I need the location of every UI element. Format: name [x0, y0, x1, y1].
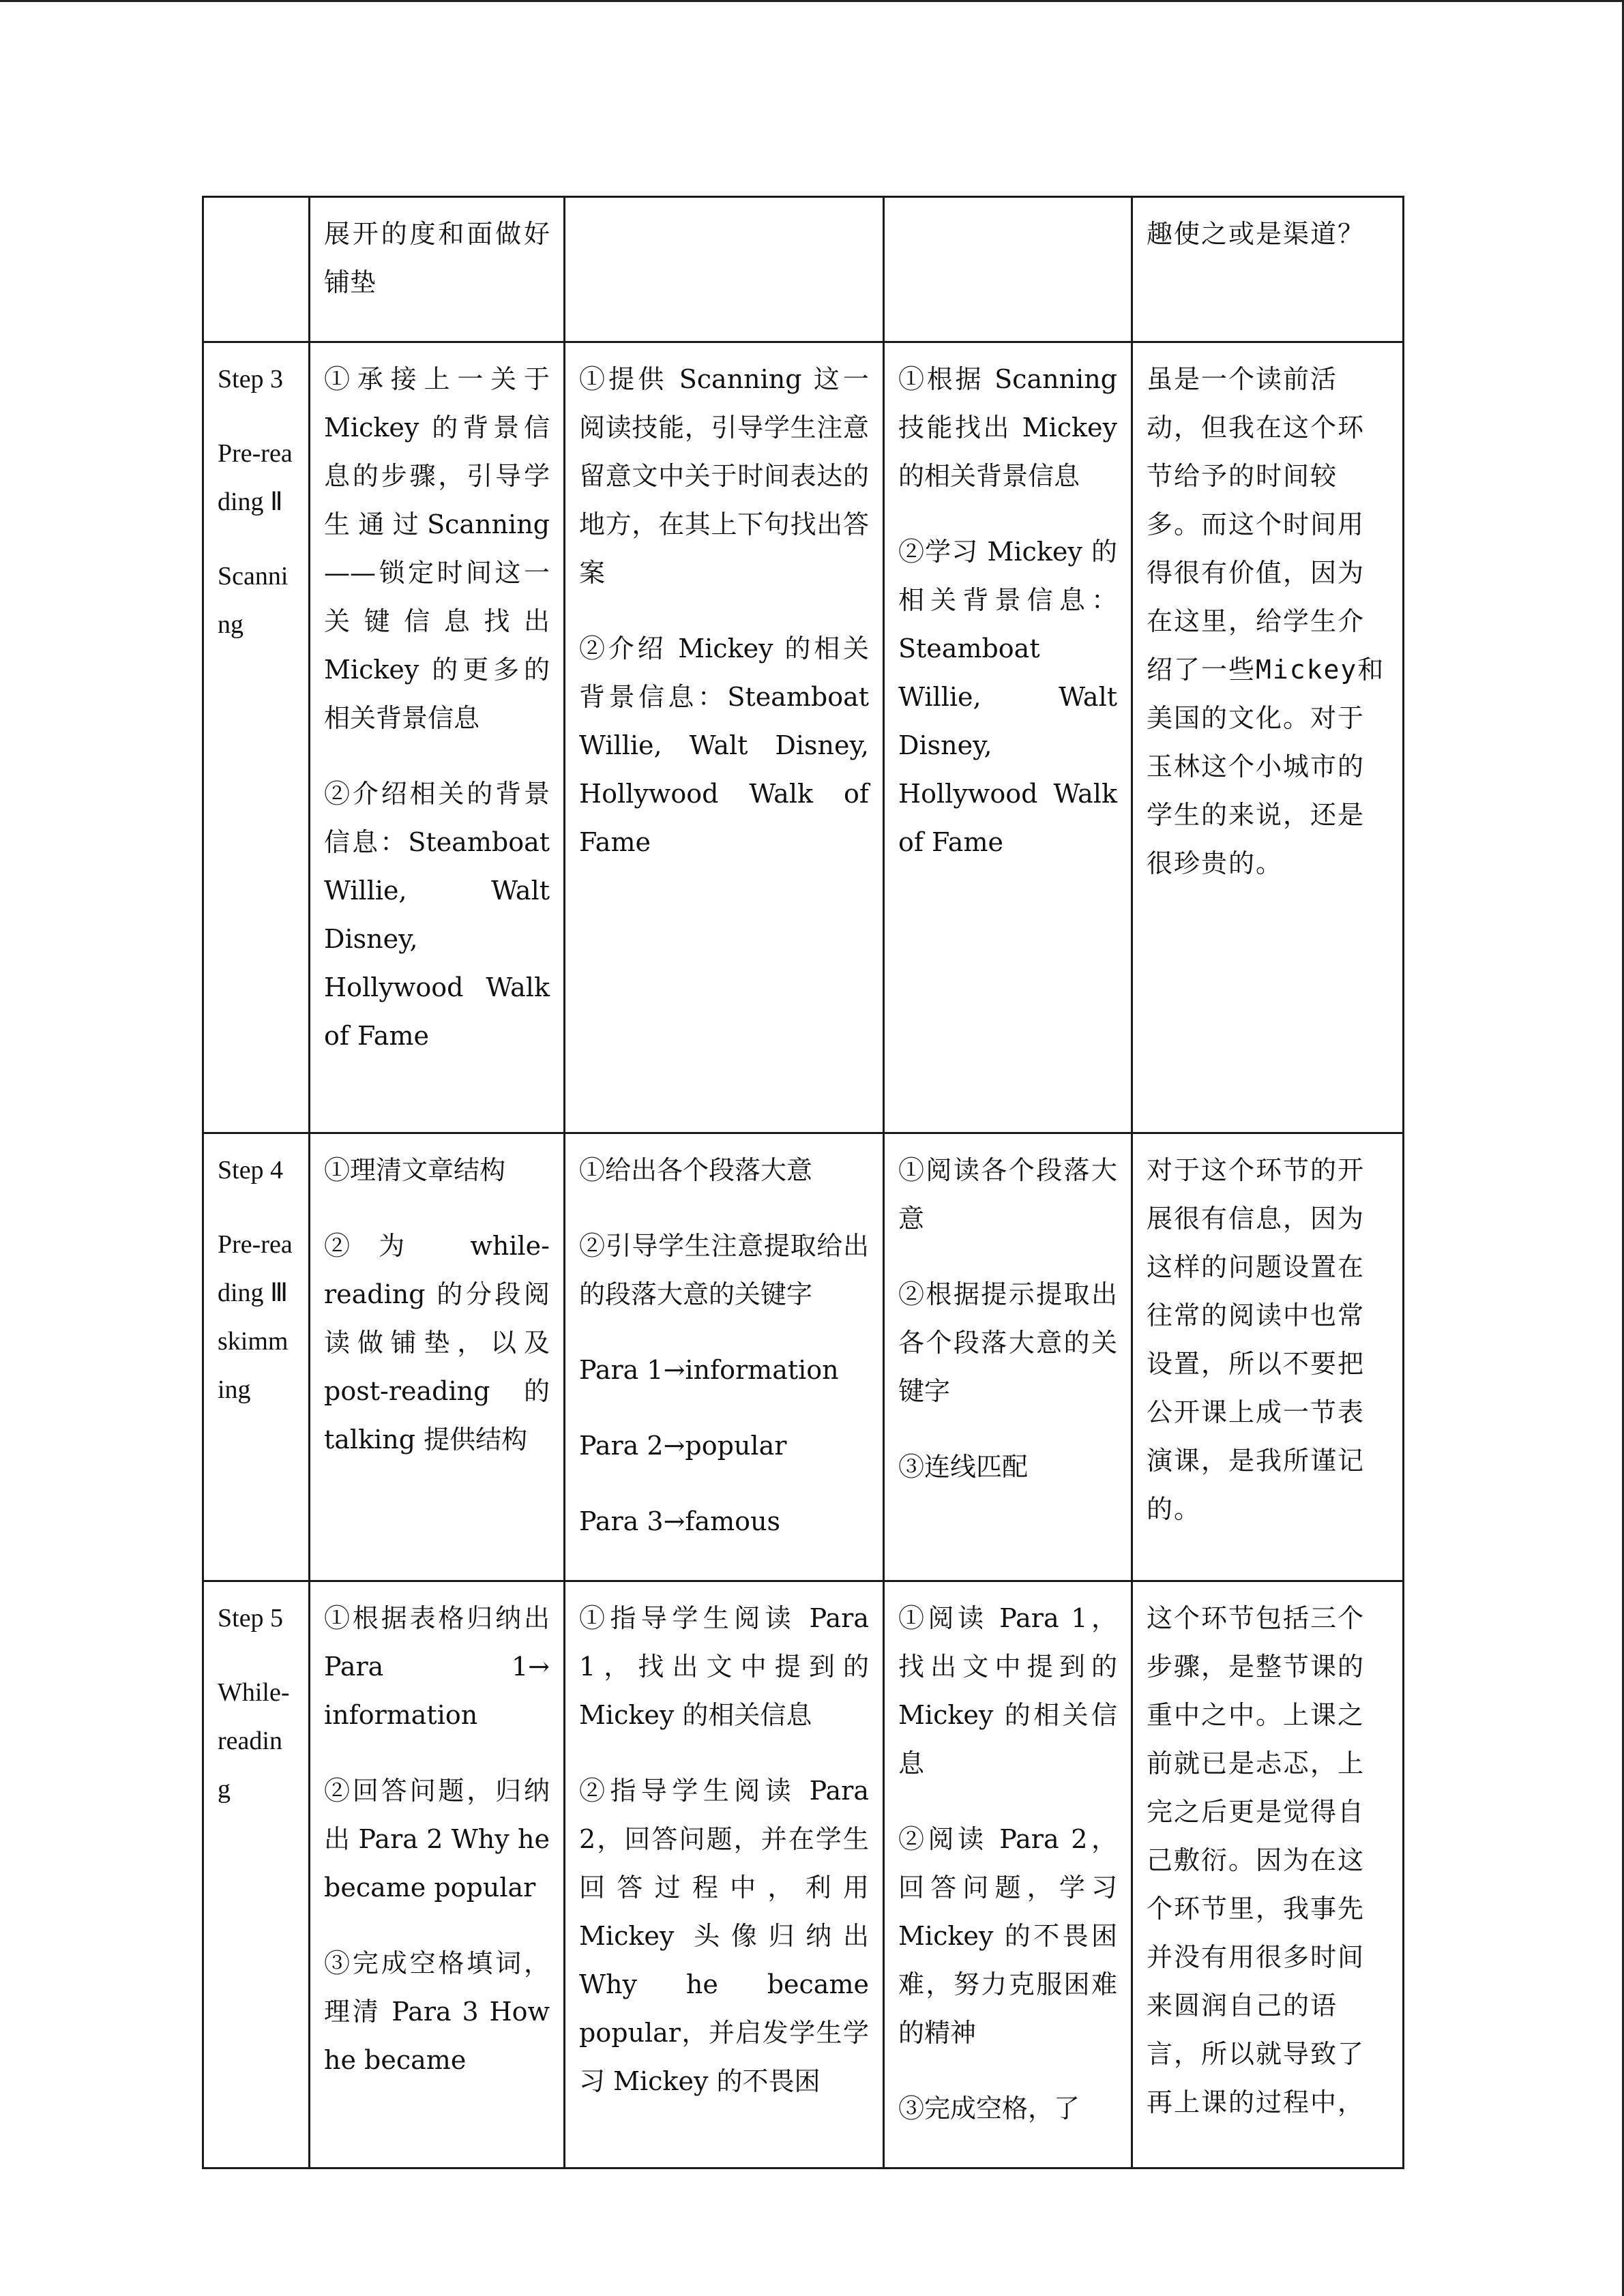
teacher-activity-text: ①给出各个段落大意 [579, 1155, 813, 1185]
student-activity-text: ①根据 Scanning 技能找出 Mickey 的相关背景信息 [898, 364, 1117, 491]
table-row [203, 1133, 1404, 1581]
table-row [203, 1581, 1404, 2168]
step-cell [203, 197, 310, 342]
reflection-cell [1132, 197, 1404, 342]
student-activity-text: ②根据提示提取出各个段落大意的关键字 [898, 1279, 1117, 1406]
page-top-border [0, 0, 1624, 2]
paragraph-keyword: Para 3→famous [579, 1506, 781, 1536]
student-activity-text: ③完成空格，了 [898, 2093, 1080, 2123]
objective-text: 展开的度和面做好铺垫 [324, 219, 550, 297]
lesson-plan-table [202, 196, 1404, 2169]
step-cell [203, 1133, 310, 1581]
objective-text: ②为 while-reading 的分段阅读做铺垫，以及 post-reading 的 talking 提供结构 [324, 1231, 550, 1455]
step-stage: Pre-reading Ⅲ skimming [218, 1230, 293, 1404]
teacher-activity-text: ②指导学生阅读 Para 2，回答问题，并在学生回答过程中，利用 Mickey 头像归纳出 Why he became popular，并启发学生学习 Mickey 的不畏困 [579, 1776, 869, 2096]
teacher-activity-cell [565, 342, 884, 1133]
teacher-activity-text: ②介绍 Mickey 的相关背景信息：Steamboat Willie, Walt Disney, Hollywood Walk of Fame [579, 633, 869, 857]
student-activity-text: ②阅读 Para 2，回答问题，学习 Mickey 的不畏困难，努力克服困难的精神 [898, 1824, 1117, 2048]
table-row [203, 197, 1404, 342]
teacher-activity-cell [565, 197, 884, 342]
reflection-text: 趣使之或是渠道？ [1147, 219, 1365, 249]
student-activity-cell [884, 1133, 1132, 1581]
objective-text: ①理清文章结构 [324, 1155, 506, 1185]
objective-text: ②回答问题，归纳出 Para 2 Why he became popular [324, 1776, 550, 1903]
step-number: Step 3 [218, 365, 284, 393]
student-activity-text: ①阅读 Para 1，找出文中提到的 Mickey 的相关信息 [898, 1603, 1117, 1778]
student-activity-cell [884, 1581, 1132, 2168]
teacher-activity-text: ①指导学生阅读 Para 1，找出文中提到的 Mickey 的相关信息 [579, 1603, 869, 1730]
step-stage: While-reading [218, 1678, 290, 1804]
student-activity-text: ③连线匹配 [898, 1452, 1029, 1482]
reflection-text: 虽是一个读前活动，但我在这个环节给予的时间较多。而这个时间用得很有价值，因为在这里，给学生介绍了一些Mickey和美国的文化。对于玉林这个小城市的学生的来说，还是很珍贵的。 [1147, 364, 1385, 878]
step-number: Step 5 [218, 1604, 284, 1632]
objectives-cell [310, 342, 565, 1133]
reflection-text: 对于这个环节的开展很有信息，因为这样的问题设置在往常的阅读中也常设置，所以不要把公开课上成一节表演课，是我所谨记的。 [1147, 1155, 1365, 1524]
step-stage: Pre-reading Ⅱ [218, 439, 293, 516]
paragraph-keyword: Para 1→information [579, 1355, 839, 1385]
step-cell [203, 1581, 310, 2168]
table-row [203, 342, 1404, 1133]
objective-text: ①根据表格归纳出 Para 1→ information [324, 1603, 550, 1730]
reflection-text: 这个环节包括三个步骤，是整节课的重中之中。上课之前就已是忐忑，上完之后更是觉得自己敷衍。因为在这个环节里，我事先并没有用很多时间来圆润自己的语言，所以就导致了再上课的过程中， [1147, 1603, 1365, 2117]
paragraph-keyword: Para 2→popular [579, 1431, 787, 1461]
student-activity-text: ②学习 Mickey 的相关背景信息：Steamboat Willie, Walt Disney, Hollywood Walk of Fame [898, 537, 1117, 857]
reflection-cell [1132, 1581, 1404, 2168]
objective-text: ②介绍相关的背景信息：Steamboat Willie, Walt Disney, Hollywood Walk of Fame [324, 779, 550, 1051]
step-cell [203, 342, 310, 1133]
objectives-cell [310, 1133, 565, 1581]
reflection-cell [1132, 342, 1404, 1133]
step-skill: Scanning [218, 562, 289, 639]
teacher-activity-text: ②引导学生注意提取给出的段落大意的关键字 [579, 1231, 869, 1309]
step-number: Step 4 [218, 1156, 284, 1184]
teacher-activity-cell [565, 1133, 884, 1581]
student-activity-cell [884, 197, 1132, 342]
reflection-cell [1132, 1133, 1404, 1581]
student-activity-cell [884, 342, 1132, 1133]
objectives-cell [310, 1581, 565, 2168]
objective-text: ③完成空格填词，理清 Para 3 How he became [324, 1948, 550, 2075]
teacher-activity-text: ①提供 Scanning 这一阅读技能，引导学生注意留意文中关于时间表达的地方，在其上下句找出答案 [579, 364, 869, 588]
objective-text: ①承接上一关于Mickey 的背景信息的步骤，引导学生通过Scanning——锁定时间这一关键信息找出 Mickey 的更多的相关背景信息 [324, 364, 550, 733]
student-activity-text: ①阅读各个段落大意 [898, 1155, 1117, 1234]
objectives-cell [310, 197, 565, 342]
teacher-activity-cell [565, 1581, 884, 2168]
